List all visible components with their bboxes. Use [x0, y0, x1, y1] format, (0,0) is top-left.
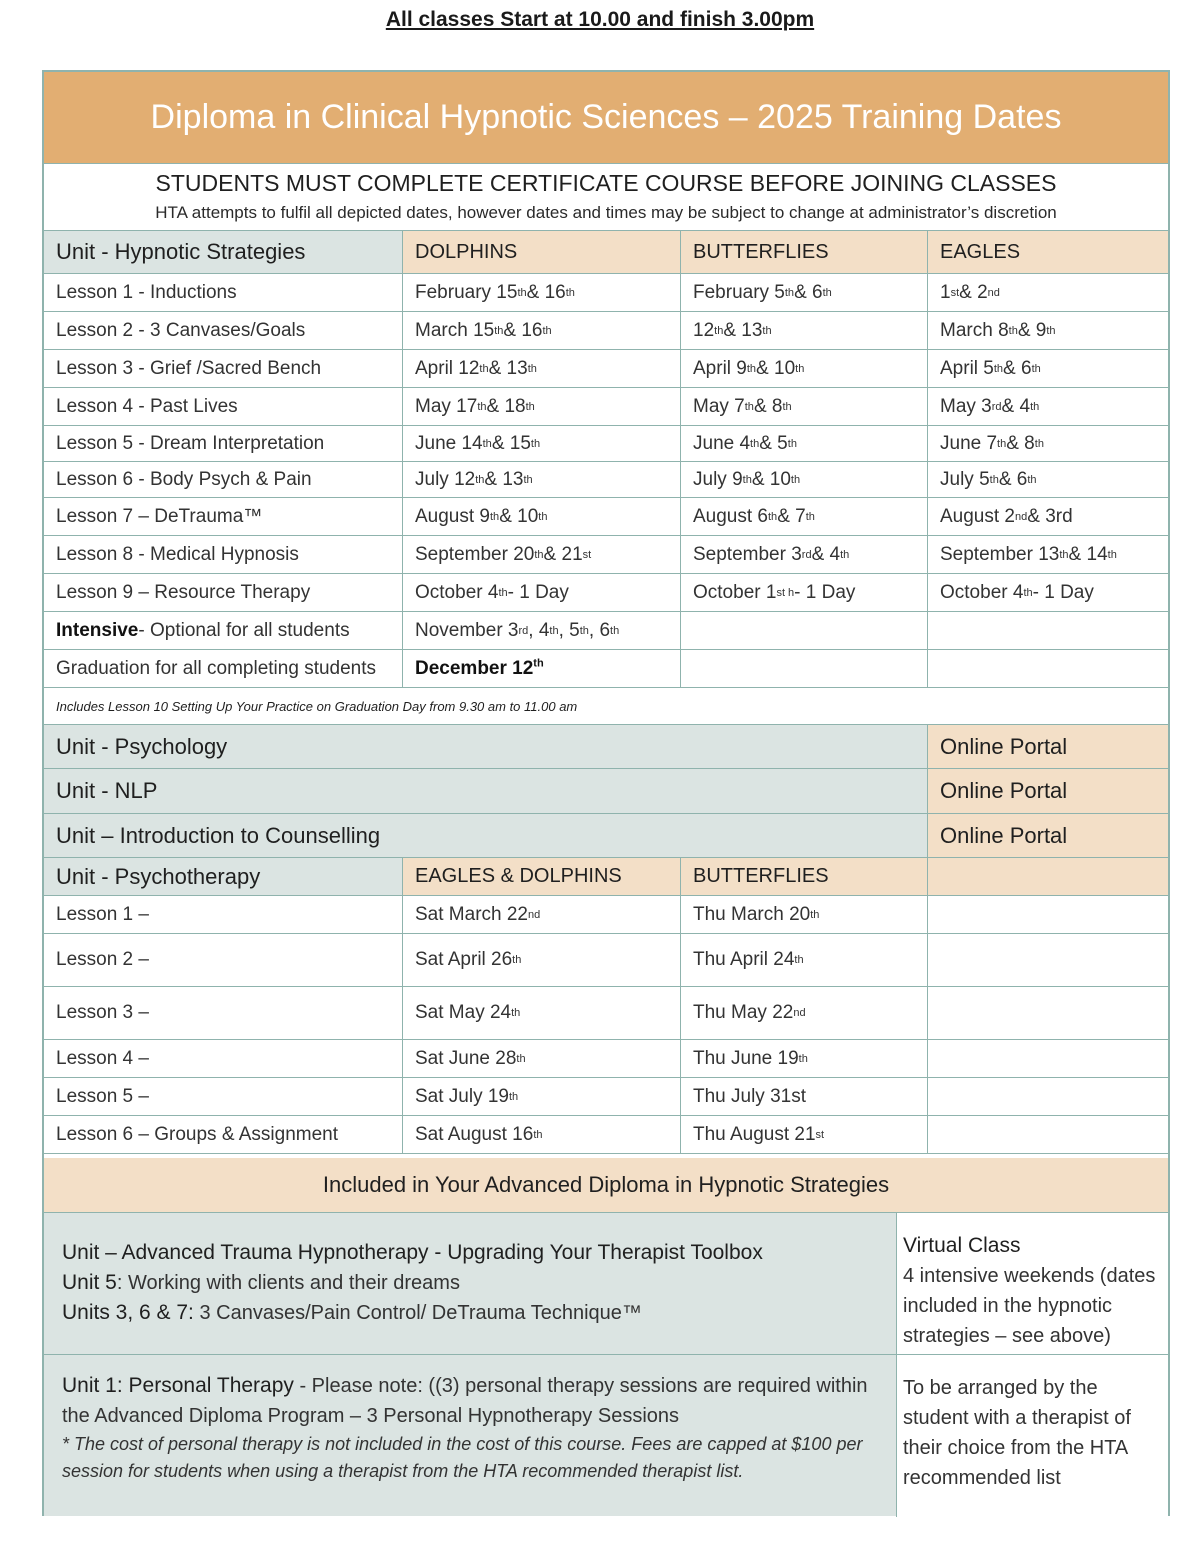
psychotherapy-lesson: Lesson 1 – [56, 903, 149, 925]
units-367-label: Units 3, 6 & 7: [62, 1301, 194, 1324]
online-portal-label: Online Portal [928, 725, 1168, 768]
lesson-date: October 4 th - 1 Day [940, 581, 1094, 603]
lesson-name: Lesson 6 - Body Psych & Pain [56, 468, 312, 490]
hypnotic-unit-header: Unit - Hypnotic Strategies [44, 231, 402, 273]
lesson-name: Lesson 9 – Resource Therapy [56, 581, 311, 603]
psychotherapy-group-header: EAGLES & DOLPHINS [403, 858, 680, 895]
lesson-name: Lesson 7 – DeTrauma™ [56, 505, 263, 527]
lesson-name: Lesson 5 - Dream Interpretation [56, 432, 325, 454]
advanced-trauma-block [44, 1213, 896, 1354]
unit-5-label: Unit 5 [62, 1271, 117, 1294]
personal-therapy-label: Unit 1: Personal Therapy [62, 1374, 294, 1397]
psychotherapy-date: Sat March 22 nd [415, 903, 541, 925]
personal-therapy-block [44, 1355, 896, 1516]
graduation-lesson-note: Includes Lesson 10 Setting Up Your Practice on Graduation Day from 9.30 am to 11.00 am [56, 698, 578, 714]
units-367-line [62, 1298, 896, 1328]
lesson-date: May 3 rd & 4 th [940, 395, 1040, 417]
prerequisite-notice: STUDENTS MUST COMPLETE CERTIFICATE COURSE BEFORE JOINING CLASSES [155, 170, 1057, 196]
lesson-name: Lesson 1 - Inductions [56, 281, 237, 303]
lesson-date: July 5 th & 6 th [940, 468, 1037, 490]
change-disclaimer: HTA attempts to fulfil all depicted dates, however dates and times may be subject to change at administrator’s discretion [155, 203, 1057, 222]
lesson-date [928, 650, 1168, 687]
psychotherapy-date: Thu July 31st [693, 1085, 806, 1107]
online-unit-name: Unit – Introduction to Counselling [44, 814, 927, 857]
lesson-name: Lesson 4 - Past Lives [56, 395, 238, 417]
psychotherapy-date: Thu May 22 nd [693, 1002, 806, 1023]
lesson-date [681, 650, 927, 687]
lesson-date: October 4 th - 1 Day [415, 581, 569, 603]
psychotherapy-lesson: Lesson 5 – [56, 1085, 149, 1107]
lesson-name: Intensive - Optional for all students [56, 619, 350, 641]
psychotherapy-lesson: Lesson 3 – [56, 1002, 149, 1023]
lesson-date: March 8 th & 9 th [940, 319, 1056, 341]
virtual-class-block [897, 1213, 1168, 1354]
psychotherapy-lesson: Lesson 6 – Groups & Assignment [56, 1123, 338, 1145]
virtual-class-text: 4 intensive weekends (dates included in the hypnotic strategies – see above) [903, 1265, 1156, 1347]
psychotherapy-date: Sat June 28 th [415, 1047, 526, 1069]
psychotherapy-group-header: BUTTERFLIES [681, 858, 927, 895]
unit-5-text: : Working with clients and their dreams [116, 1272, 460, 1294]
units-367-text: 3 Canvases/Pain Control/ DeTrauma Technique™ [193, 1302, 642, 1324]
lesson-date: 1 st & 2 nd [940, 281, 1000, 303]
online-portal-label: Online Portal [928, 814, 1168, 857]
lesson-date: March 15 th & 16 th [415, 319, 552, 341]
group-header-butterflies: BUTTERFLIES [681, 231, 927, 273]
lesson-date: June 7 th & 8 th [940, 432, 1044, 454]
lesson-date: May 7 th & 8 th [693, 395, 792, 417]
online-portal-label: Online Portal [928, 769, 1168, 813]
psychotherapy-date: Thu June 19 th [693, 1047, 808, 1069]
group-header-eagles: EAGLES [928, 231, 1168, 273]
lesson-date: August 2 nd & 3rd [940, 505, 1073, 527]
personal-therapy-arrangement-text: To be arranged by the student with a therapist of their choice from the HTA recommended list [903, 1377, 1131, 1489]
personal-therapy-text [62, 1371, 886, 1431]
psychotherapy-date: Sat July 19 th [415, 1085, 519, 1107]
lesson-date: July 12 th & 13 th [415, 468, 533, 490]
advanced-trauma-title: Unit – Advanced Trauma Hypnotherapy - Upgrading Your Therapist Toolbox [62, 1241, 763, 1264]
training-dates-table [42, 70, 1170, 1516]
personal-therapy-description: - Please note: ((3) personal therapy sessions are required within the Advanced Diploma Program – 3 Personal Hypnotherapy Sessions [62, 1375, 868, 1427]
class-times-note: All classes Start at 10.00 and finish 3.00pm [385, 8, 815, 31]
lesson-date: September 13 th & 14 th [940, 543, 1117, 565]
lesson-date: 12 th & 13 th [693, 319, 772, 341]
lesson-date: June 14 th & 15 th [415, 432, 541, 454]
lesson-date: April 9 th & 10 th [693, 357, 805, 379]
personal-therapy-arrangement [897, 1355, 1168, 1516]
lesson-date: June 4 th & 5 th [693, 432, 797, 454]
group-header-dolphins: DOLPHINS [403, 231, 680, 273]
psychotherapy-empty-header [928, 858, 1168, 895]
lesson-date: April 12 th & 13 th [415, 357, 537, 379]
lesson-date: August 6 th & 7 th [693, 505, 815, 527]
virtual-class-title: Virtual Class [903, 1234, 1021, 1257]
lesson-name: Graduation for all completing students [56, 657, 377, 679]
psychotherapy-date: Thu April 24 th [693, 949, 804, 970]
psychotherapy-date: Sat April 26 th [415, 949, 522, 970]
lesson-date: May 17 th & 18 th [415, 395, 535, 417]
lesson-date: February 5 th & 6 th [693, 281, 832, 303]
psychotherapy-lesson: Lesson 4 – [56, 1047, 149, 1069]
psychotherapy-date: Thu March 20 th [693, 903, 820, 925]
unit-5-line [62, 1268, 896, 1298]
lesson-date: September 3 rd & 4 th [693, 543, 850, 565]
lesson-date [681, 612, 927, 649]
included-heading: Included in Your Advanced Diploma in Hypnotic Strategies [44, 1158, 1168, 1212]
online-unit-name: Unit - NLP [44, 769, 927, 813]
psychotherapy-date: Sat August 16 th [415, 1123, 543, 1145]
online-unit-name: Unit - Psychology [44, 725, 927, 768]
table-title: Diploma in Clinical Hypnotic Sciences – 2025 Training Dates [44, 72, 1168, 163]
lesson-date [928, 612, 1168, 649]
psychotherapy-unit-header: Unit - Psychotherapy [44, 858, 402, 895]
lesson-date: October 1 st h - 1 Day [693, 581, 856, 603]
lesson-date: November 3 rd , 4 th , 5 th , 6 th [415, 619, 620, 641]
psychotherapy-date: Thu August 21 st [693, 1123, 825, 1145]
lesson-date: July 9 th & 10 th [693, 468, 801, 490]
lesson-date: April 5 th & 6 th [940, 357, 1041, 379]
lesson-name: Lesson 8 - Medical Hypnosis [56, 543, 299, 565]
personal-therapy-cost-note: * The cost of personal therapy is not included in the cost of this course. Fees are capped at $100 per session for students when using a therapist from the HTA recommended therapist list. [62, 1434, 863, 1481]
lesson-date: August 9 th & 10 th [415, 505, 548, 527]
psychotherapy-lesson: Lesson 2 – [56, 949, 149, 970]
lesson-date: February 15 th & 16 th [415, 281, 575, 303]
lesson-date: December 12th [415, 657, 544, 679]
lesson-name: Lesson 2 - 3 Canvases/Goals [56, 319, 306, 341]
lesson-date: September 20 th & 21 st [415, 543, 592, 565]
lesson-name: Lesson 3 - Grief /Sacred Bench [56, 357, 322, 379]
psychotherapy-date: Sat May 24 th [415, 1002, 521, 1023]
